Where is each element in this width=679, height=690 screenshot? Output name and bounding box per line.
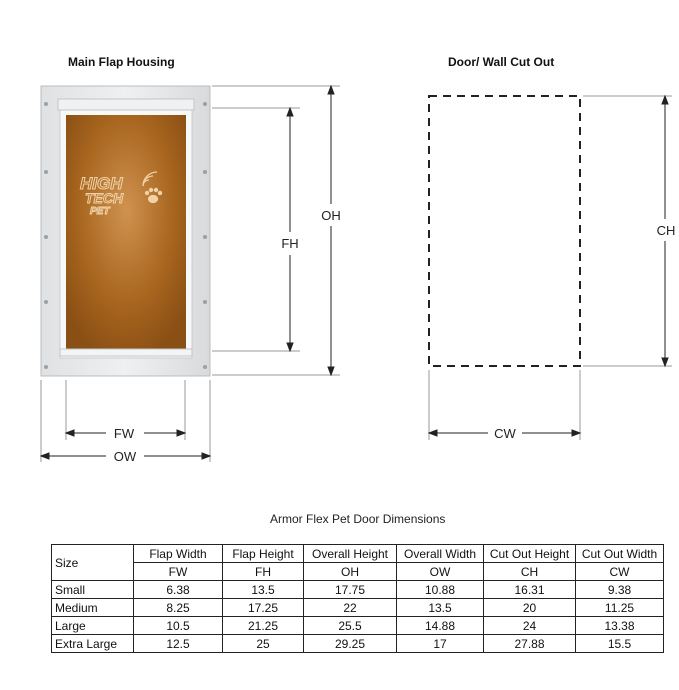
column-header: Overall Width [397,545,484,563]
table-cell: 20 [484,599,576,617]
table-cell: 14.88 [397,617,484,635]
table-cell: 22 [304,599,397,617]
flap-panel [66,115,186,353]
table-cell: 17.25 [223,599,304,617]
table-cell: 13.38 [576,617,664,635]
column-abbr: FW [134,563,223,581]
fh-dimension [212,108,300,351]
cut-out-outline [429,96,580,366]
svg-text:HIGH: HIGH [80,174,123,193]
table-cell: 12.5 [134,635,223,653]
table-cell: 15.5 [576,635,664,653]
svg-text:PET: PET [90,206,110,217]
table-cell: 24 [484,617,576,635]
table-cell: 13.5 [397,599,484,617]
table-cell: 10.5 [134,617,223,635]
table-cell: 17.75 [304,581,397,599]
dimensions-table [51,544,664,653]
main-flap-housing-heading: Main Flap Housing [68,55,175,69]
table-abbr-row [52,563,664,581]
svg-text:TECH: TECH [85,190,124,206]
cw-label: CW [494,426,516,441]
table-cell: 11.25 [576,599,664,617]
table-header-row [52,545,664,563]
table-cell: 29.25 [304,635,397,653]
column-abbr: OH [304,563,397,581]
table-cell: 13.5 [223,581,304,599]
flap-hood [58,99,194,110]
size-cell: Small [52,581,134,599]
size-cell: Medium [52,599,134,617]
column-abbr: CW [576,563,664,581]
table-cell: 27.88 [484,635,576,653]
size-cell: Extra Large [52,635,134,653]
column-abbr: OW [397,563,484,581]
table-cell: 25.5 [304,617,397,635]
table-title: Armor Flex Pet Door Dimensions [270,512,446,526]
flap-sill [60,349,192,356]
size-header: Size [52,545,134,581]
column-abbr: CH [484,563,576,581]
table-row [52,635,664,653]
table-cell: 21.25 [223,617,304,635]
table-cell: 17 [397,635,484,653]
table-cell: 6.38 [134,581,223,599]
size-cell: Large [52,617,134,635]
column-header: Flap Width [134,545,223,563]
fw-label: FW [113,426,135,441]
column-header: Cut Out Height [484,545,576,563]
table-cell: 10.88 [397,581,484,599]
fh-label: FH [281,236,299,251]
oh-dimension [212,86,340,375]
ow-label: OW [113,449,137,464]
table-row [52,617,664,635]
table-cell: 8.25 [134,599,223,617]
column-header: Overall Height [304,545,397,563]
table-row [52,599,664,617]
column-header: Flap Height [223,545,304,563]
table-cell: 9.38 [576,581,664,599]
column-header: Cut Out Width [576,545,664,563]
table-cell: 25 [223,635,304,653]
table-cell: 16.31 [484,581,576,599]
column-abbr: FH [223,563,304,581]
table-row [52,581,664,599]
cut-out-heading: Door/ Wall Cut Out [448,55,555,69]
oh-label: OH [321,208,341,223]
ch-label: CH [656,223,676,238]
